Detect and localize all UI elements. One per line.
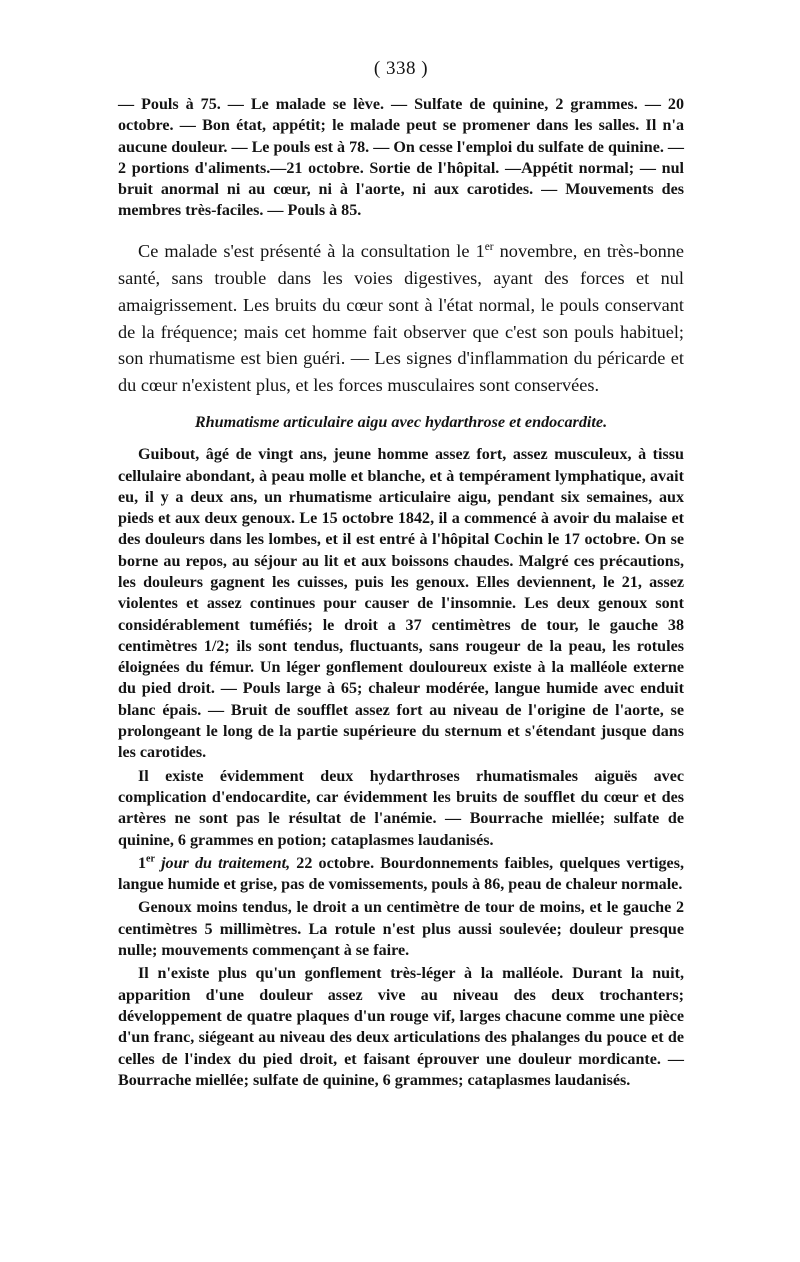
case-continuation-paragraph: — Pouls à 75. — Le malade se lève. — Sulfate de quinine, 2 grammes. — 20 octobre. — Bon état, appétit; le malade peut se promener dans les salles. Il n'a aucune douleur. — Le pouls est à 78. — On cesse l'emploi du sulfate de quinine. — 2 portions d'aliments.—21 octobre. Sortie de l'hôpital. —Appétit normal; — nul bruit anormal ni au cœur, ni à l'aorte, ni aux carotides. — Mouvements des membres très-faciles. — Pouls à 85. [118, 96, 684, 220]
diagnosis-paragraph: Il existe évidemment deux hydarthroses rhumatismales aiguës avec complication d'endocardite, car évidemment les bruits de soufflet du cœur et des artères ne sont pas le résultat de l'anémie. — Bourrache miellée; sulfate de quinine, 6 grammes en potion; cataplasmes laudanisés. [118, 767, 684, 849]
case-history-paragraph: Guibout, âgé de vingt ans, jeune homme assez fort, assez musculeux, à tissu cellulaire abondant, à peau molle et blanche, et à tempérament lymphatique, avait eu, il y a deux ans, un rhumatisme articulaire aigu, pendant six semaines, aux pieds et aux deux genoux. Le 15 octobre 1842, il a commencé à avoir du malaise et des douleurs dans les lombes, et il est entré à l'hôpital Cochin le 17 octobre. On se borne au repos, au séjour au lit et aux boissons chaudes. Malgré ces précautions, les douleurs gagnent les cuisses, puis les genoux. Elles deviennent, le 21, assez violentes et assez continues pour causer de l'insomnie. Les deux genoux sont considérablement tuméfiés; le droit a 37 centimètres de tour, le gauche 38 centimètres 1/2; ils sont tendus, fluctuants, sans rougeur de la peau, les rotules éloignées du fémur. Un léger gonflement douloureux existe à la malléole externe du pied droit. — Pouls large à 65; chaleur modérée, langue humide avec enduit blanc épais. — Bruit de soufflet assez fort au niveau de l'origine de l'aorte, se prolongeant le long de la partie supérieure du sternum et s'étendant jusque dans les carotides. [118, 446, 684, 762]
day-ordinal-superscript: er [146, 853, 155, 865]
page-number: ( 338 ) [373, 58, 429, 79]
day-text: 22 octobre. Bourdonnements faibles, quelques vertiges, langue humide et grise, pas de vomissements, pouls à 86, peau de chaleur normale. [118, 854, 684, 894]
commentary-paragraph [118, 238, 684, 399]
section-heading: Rhumatisme articulaire aigu avec hydarthrose et endocardite. [194, 413, 608, 432]
page [118, 58, 684, 1091]
ordinal-superscript: er [484, 240, 494, 253]
day-label: jour du traitement, [154, 854, 291, 872]
treatment-day-paragraph [118, 853, 684, 896]
commentary-text-start: Ce malade s'est présenté à la consultation le 1 [138, 240, 485, 261]
knees-paragraph: Genoux moins tendus, le droit a un centimètre de tour de moins, et le gauche 2 centimètres 5 millimètres. La rotule n'est plus aussi soulevée; douleur presque nulle; mouvements commençant à se faire. [118, 899, 684, 960]
commentary-text-end: novembre, en très-bonne santé, sans trouble dans les voies digestives, ayant des forces et nul amaigrissement. Les bruits du cœur sont à l'état normal, le pouls conservant de la fréquence; mais cet homme fait observer que c'est son pouls habituel; son rhumatisme est bien guéri. — Les signes d'inflammation du péricarde et du cœur n'existent plus, et les forces musculaires sont conservées. [118, 240, 684, 396]
malleolus-paragraph: Il n'existe plus qu'un gonflement très-léger à la malléole. Durant la nuit, apparition d'une douleur assez vive au niveau des deux trochanters; développement de quatre plaques d'un rouge vif, larges chacune comme une pièce d'un franc, siégeant au niveau des deux articulations des phalanges du pouce et de celles de l'index du pied droit, et faisant éprouver une douleur mordicante. — Bourrache miellée; sulfate de quinine, 6 grammes; cataplasmes laudanisés. [118, 965, 684, 1089]
day-number: 1 [138, 854, 147, 872]
